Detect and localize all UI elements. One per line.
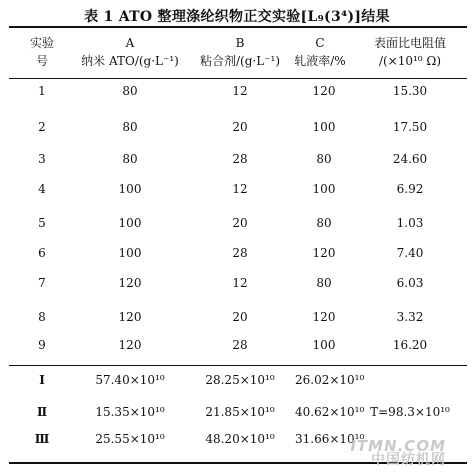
header-line: 实验 [29,36,54,50]
header-line: /(×10¹⁰ Ω) [378,54,442,68]
experiment-no-cell: 9 [38,338,46,352]
table-cell: 20 [232,310,248,324]
table-cell: 80 [316,276,332,290]
experiment-no-cell: 3 [38,152,46,166]
table-cell: 120 [118,310,142,324]
table-cell: 6.92 [396,182,424,196]
header-line: 号 [35,54,48,68]
k-sum-cell: 15.35×10¹⁰ [95,405,165,419]
table-cell: 80 [316,152,332,166]
k-sum-cell: 26.02×10¹⁰ [295,373,365,387]
table-cell: 120 [118,338,142,352]
table-cell: 120 [312,310,336,324]
k-sum-cell: 21.85×10¹⁰ [205,405,275,419]
table-cell: 100 [118,246,142,260]
table-cell: 15.30 [392,84,428,98]
table-cell: 16.20 [392,338,428,352]
table-cell: 100 [118,216,142,230]
table-cell: 12 [232,276,248,290]
k-sum-cell: 28.25×10¹⁰ [205,373,275,387]
header-line: A [125,36,135,50]
table-cell: 100 [312,338,336,352]
table-cell: 100 [312,120,336,134]
table-cell: 80 [122,120,138,134]
table-top-rule [9,26,467,28]
table-cell: 1.03 [396,216,424,230]
table-cell: 120 [118,276,142,290]
experiment-no-cell: 5 [38,216,46,230]
header-line: B [235,36,245,50]
header-line: 表面比电阻值 [373,36,446,50]
table-cell: 17.50 [392,120,428,134]
experiment-no-cell: 2 [38,120,46,134]
table-cell: 6.03 [396,276,424,290]
k-level-label: Ⅰ [39,373,45,387]
k-sum-cell: 40.62×10¹⁰ [295,405,365,419]
header-factor-b [185,34,295,70]
table-cell: 12 [232,84,248,98]
experiment-no-cell: 7 [38,276,46,290]
total-cell: T=98.3×10¹⁰ [370,405,450,419]
table-title: 表 1 ATO 整理涤纶织物正交实验[L₉(3⁴)]结果 [84,9,390,25]
table-cell: 80 [316,216,332,230]
table-cell: 28 [232,246,248,260]
k-level-label: Ⅲ [34,432,50,446]
header-experiment-no [9,34,75,70]
watermark-line: ITMN.COM [350,437,446,455]
experiment-no-cell: 6 [38,246,46,260]
header-factor-a [75,34,185,70]
table-cell: 3.32 [396,310,424,324]
k-sum-cell: 57.40×10¹⁰ [95,373,165,387]
k-sum-cell: 48.20×10¹⁰ [205,432,275,446]
table-cell: 24.60 [392,152,428,166]
header-line: 轧液率/% [294,54,346,68]
table-cell: 20 [232,216,248,230]
header-line: C [315,36,325,50]
header-rule [9,78,467,79]
experiment-no-cell: 4 [38,182,46,196]
table-cell: 28 [232,338,248,352]
experiment-no-cell: 1 [38,84,46,98]
header-surface-resistivity [353,34,467,70]
table-cell: 80 [122,152,138,166]
header-line: 粘合剂/(g·L⁻¹) [199,54,281,68]
table-cell: 120 [312,84,336,98]
watermark-line: 中国纺机网 [371,452,446,468]
header-factor-c [285,34,355,70]
header-line: 纳米 ATO/(g·L⁻¹) [81,54,179,68]
table-cell: 20 [232,120,248,134]
k-section-rule [9,365,467,366]
table-cell: 28 [232,152,248,166]
table-cell: 100 [312,182,336,196]
k-sum-cell: 25.55×10¹⁰ [95,432,165,446]
k-sum-cell: 31.66×10¹⁰ [295,432,365,446]
k-level-label: Ⅱ [36,405,48,419]
table-cell: 12 [232,182,248,196]
table-cell: 80 [122,84,138,98]
table-cell: 100 [118,182,142,196]
experiment-no-cell: 8 [38,310,46,324]
table-bottom-rule [9,462,467,464]
table-cell: 7.40 [396,246,424,260]
table-cell: 120 [312,246,336,260]
